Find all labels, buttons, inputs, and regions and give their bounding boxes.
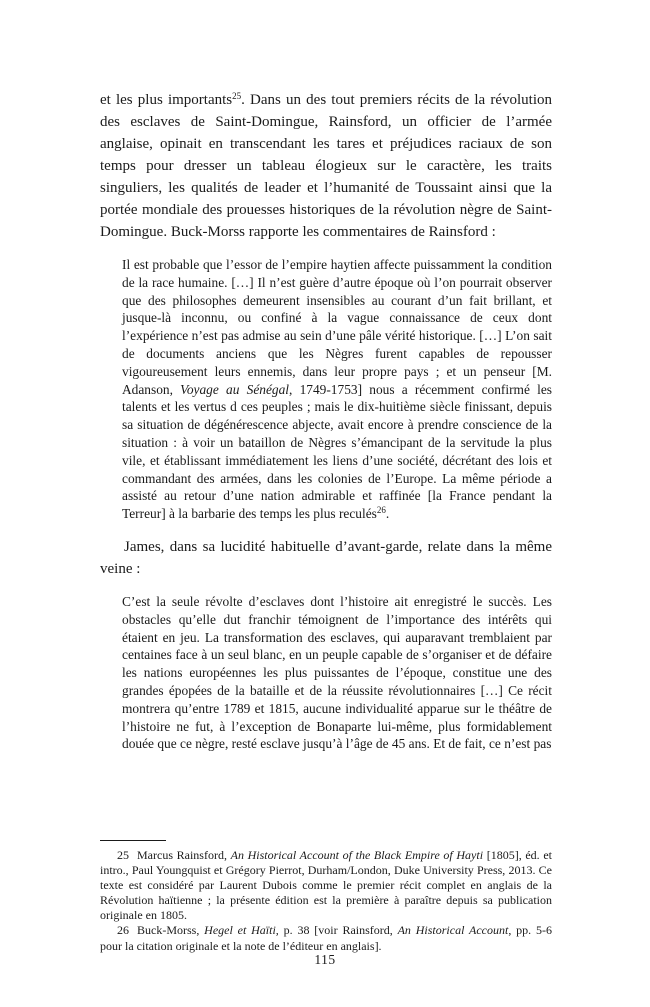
- footnote-text: Marcus Rainsford,: [137, 848, 231, 862]
- work-title-italic: Voyage au Sénégal: [180, 381, 290, 397]
- page-number: 115: [314, 952, 336, 967]
- quote-text: Il est probable que l’essor de l’empire haytien affecte puissamment la condition de la race humaine. […] Il n’est guère d’autre époque où l’on pourrait observer que des philosophes demeurent insensibles au courant d’un fait brillant, et jusque-là inconnu, ou confiné à la vague connaissance de ceux dont l’expérience n’est pas admise au sein d’une pâle vérité historique. […] L’on sait de documents anciens que les Nègres furent capables de repousser vigoureusement leurs ennemis, dans leur propre pays ; et un penseur [M. Adanson,: [122, 257, 552, 397]
- work-title-italic: Hegel et Haïti,: [204, 923, 279, 938]
- footnote-text: , pp. 5-6 pour la citation originale et la note de l’éditeur en anglais].: [100, 923, 552, 953]
- footnote-text: p. 38 [voir Rainsford,: [278, 923, 398, 938]
- quote-text: , 1749-1753] nous a récemment confirmé les talents et les vertus d ces peuples ; mais le dix-huitième siècle finissant, depuis sa situation de dégénérescence abjecte, avait encore à prendre conscience de la situation : à voir un bataillon de Nègres s’émancipant de la servitude la plus vile, et établissant immédiatement les liens d’une société, décrétant des lois et commandant des armées, dans les colonies de l’Europe. La même période a assisté au retour d’une nation admirable et raffinée [la France pendant la Terreur] à la barbarie des temps les plus reculés: [122, 381, 552, 522]
- james-quote: C’est la seule révolte d’esclaves dont l’histoire ait enregistré le succès. Les obstacles qu’elle dut franchir témoignent de l’importance des intérêts qui étaient en jeu. La transformation des esclaves, qui auparavant tremblaient par centaines face à un seul blanc, en un peuple capable de s’organiser et de défaire les nations européennes les plus puissantes de l’époque, constitue une des grandes épopées de la bataille et de la réussite révolutionnaires […] Ce récit montrera qu’entre 1789 et 1815, aucune individualité apparue sur le théâtre de l’histoire ne fut, à l’exception de Bonaparte lui-même, plus formidablement douée que ce nègre, resté esclave jusqu’à l’âge de 45 ans. Et de fait, ce n’est pas: [122, 593, 552, 752]
- footnote-ref-26: 26: [376, 504, 386, 515]
- main-text: [100, 89, 552, 766]
- footnote-26: [100, 923, 552, 953]
- footnote-text: Buck-Morss,: [137, 923, 205, 938]
- paragraph-james: James, dans sa lucidité habituelle d’avant-garde, relate dans la même veine :: [100, 538, 552, 577]
- paragraph-intro: [100, 89, 552, 243]
- rainsford-quote: [122, 256, 552, 523]
- intro-text: et les plus importants: [100, 92, 233, 108]
- work-title-italic: An Historical Account of the Black Empire of Hayti: [230, 848, 484, 862]
- footnote-25: [100, 848, 552, 923]
- footnote-ref-25: 25: [232, 90, 242, 101]
- footnote-separator: [100, 840, 166, 841]
- footnotes-section: [100, 840, 552, 954]
- quote-text: .: [385, 506, 390, 522]
- work-title-italic: An Historical Account: [397, 923, 509, 938]
- footnote-number: 26: [117, 923, 129, 938]
- intro-text-continued: . Dans un des tout premiers récits de la révolution des esclaves de Saint-Domingue, Rainsford, un officier de l’armée anglaise, opinait en transcendant les tares et préjudices raciaux de son temps pour dresser un tableau élogieux sur le caractère, les traits singuliers, les qualités de leader et l’humanité de Toussaint ainsi que la portée mondiale des prouesses historiques de la révolution nègre de Saint-Domingue. Buck-Morss rapporte les commentaires de Rainsford :: [100, 92, 553, 240]
- footnote-text: [1805], éd. et intro., Paul Youngquist et Grégory Pierrot, Durham/London, Duke University Press, 2013. Ce texte est considéré par Laurent Dubois comme le premier récit complet en anglais de la Révolution haïtienne ; la présente édition est la première à paraître depuis sa publication originale en 1805.: [100, 848, 552, 923]
- footnote-number: 25: [117, 848, 129, 862]
